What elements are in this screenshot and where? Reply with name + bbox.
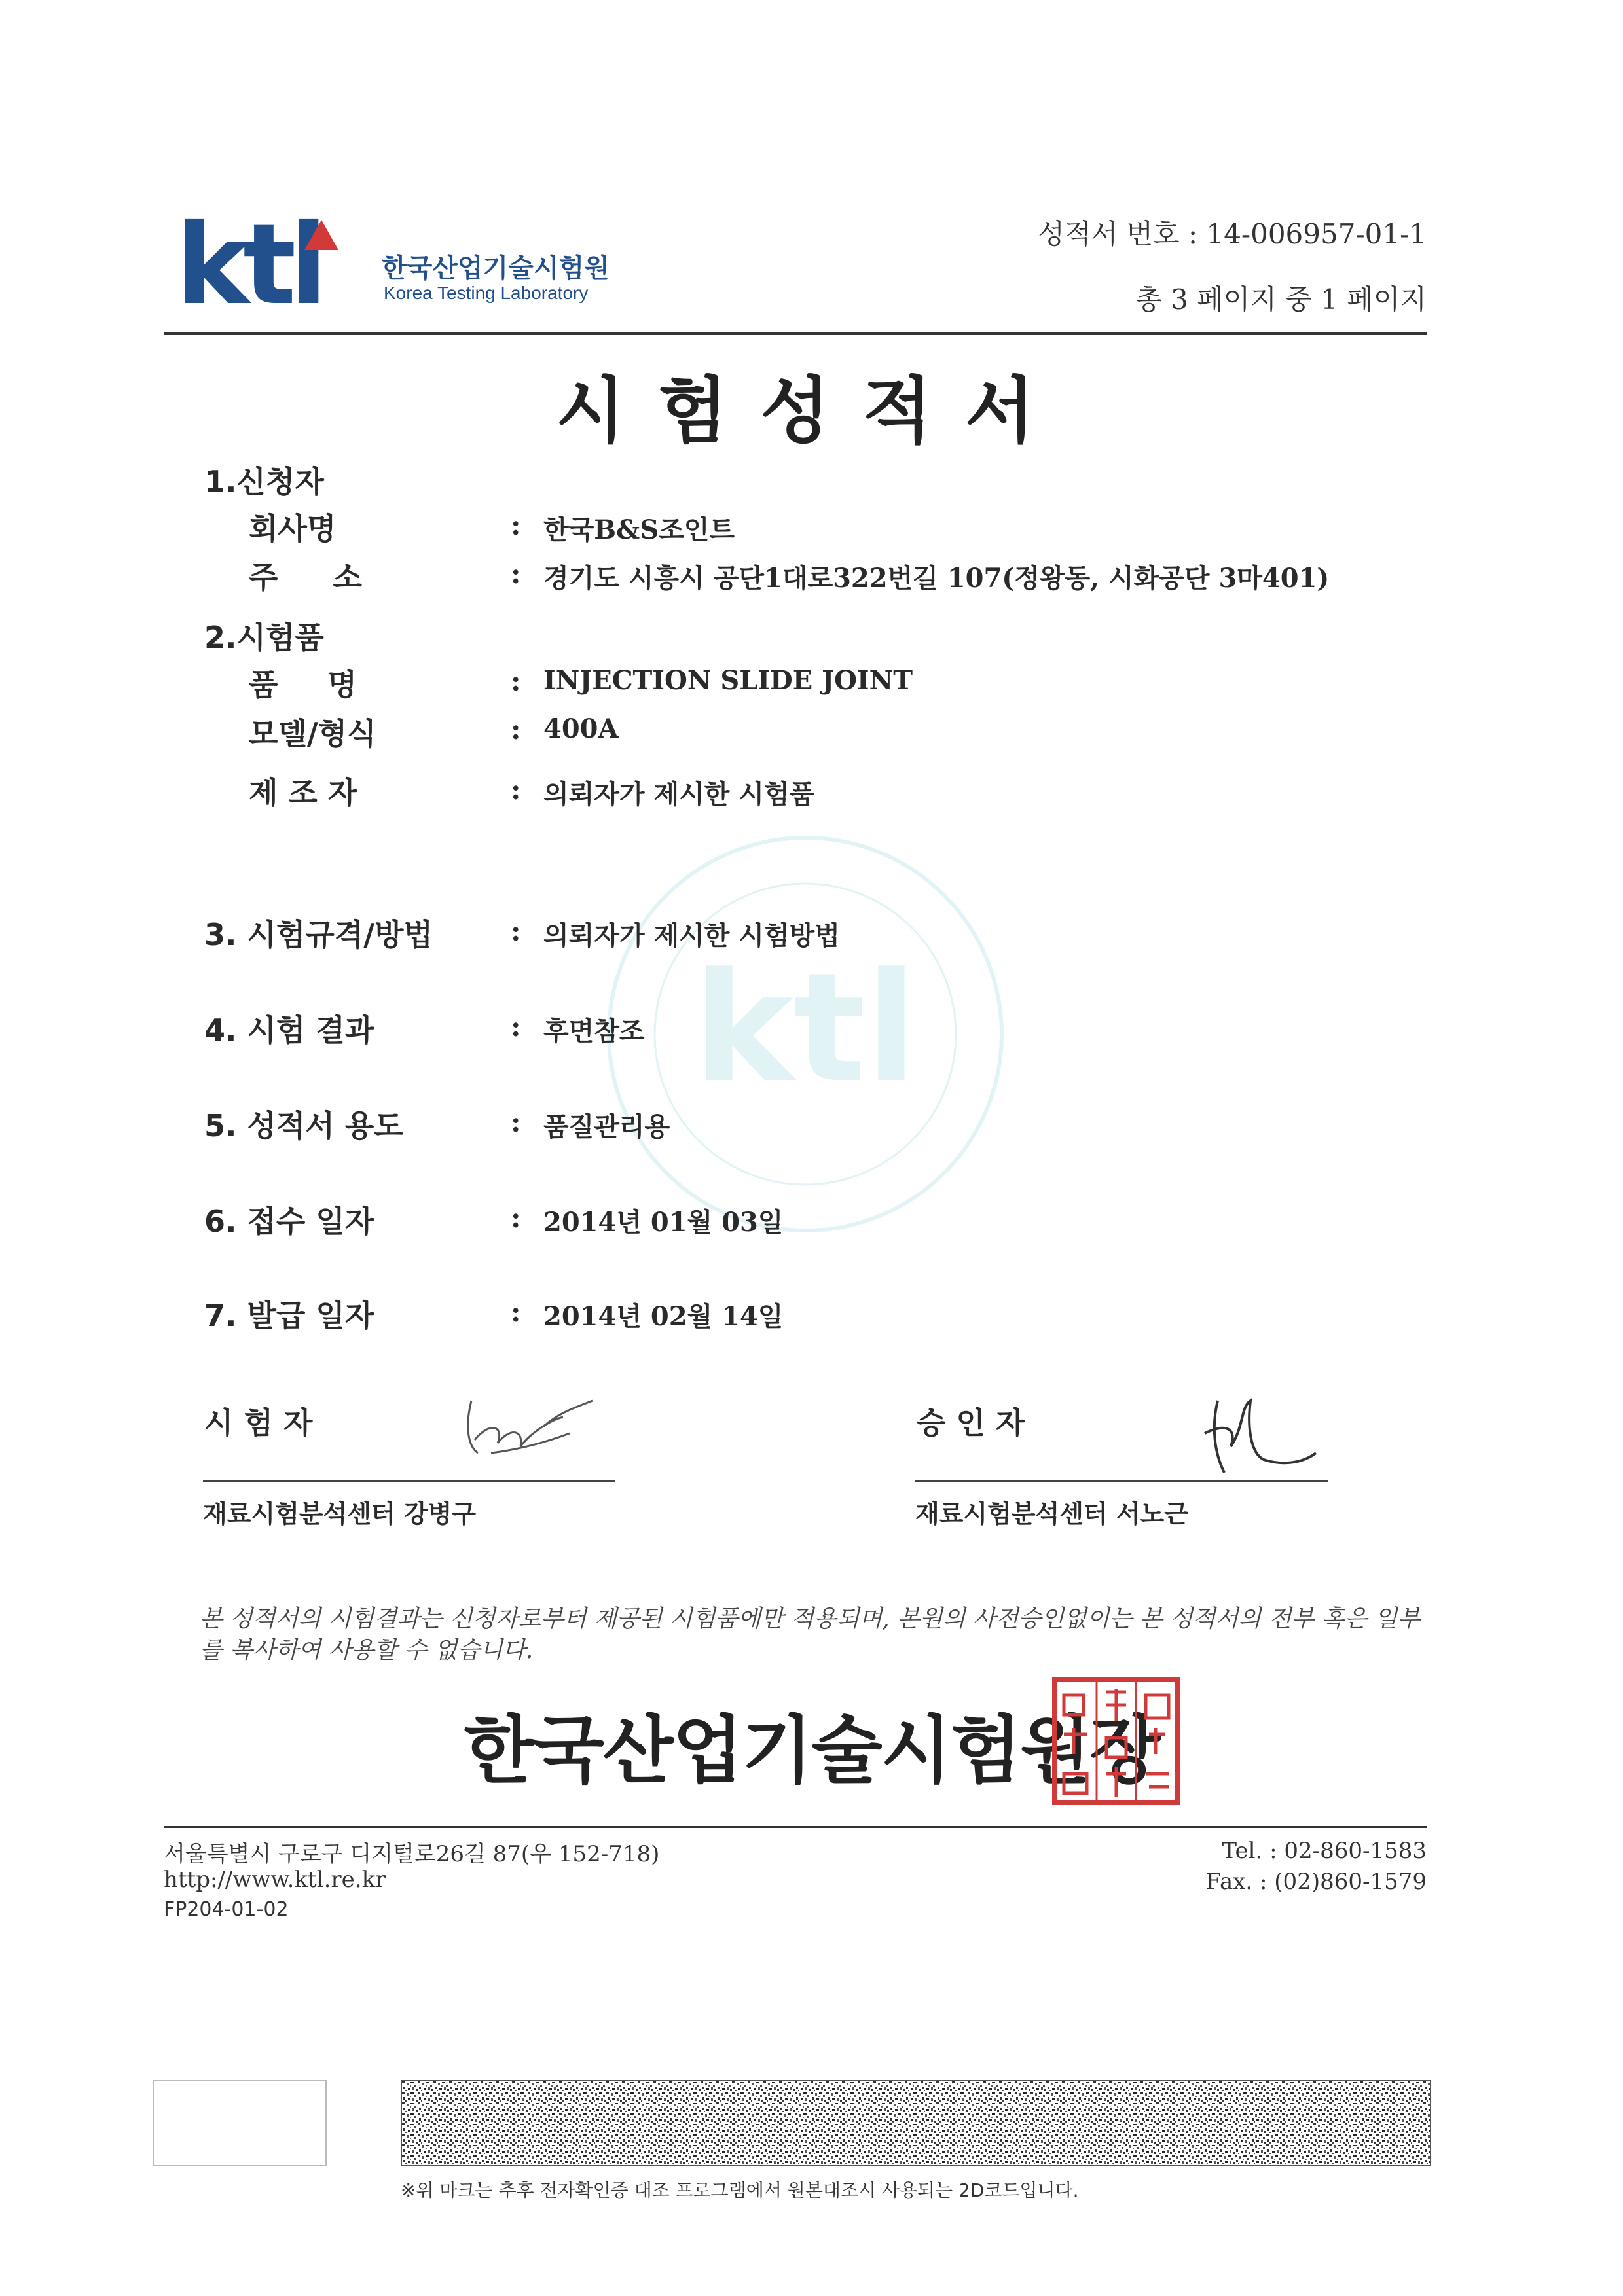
colon: : (511, 774, 521, 806)
logo-mark: ktl (175, 200, 321, 330)
section-item-heading: 2.시험품 (204, 620, 324, 655)
page-info: 총 3 페이지 중 1 페이지 (1135, 283, 1427, 315)
document-title: 시험성적서 (555, 369, 1068, 453)
colon: : (511, 665, 521, 697)
footer-website[interactable]: http://www.ktl.re.kr (164, 1867, 386, 1893)
colon: : (511, 1202, 521, 1234)
issued-date-value: 2014년 02월 14일 (543, 1301, 784, 1332)
section-purpose-heading: 5. 성적서 용도 (204, 1108, 403, 1143)
footer-address: 서울특별시 구로구 디지털로26길 87(우 152-718) (164, 1841, 660, 1867)
ktl-logo (175, 200, 647, 330)
tester-signature-icon (452, 1381, 602, 1473)
approver-signature-line (915, 1480, 1328, 1482)
header-divider (164, 332, 1427, 335)
approver-signature-icon (1192, 1388, 1322, 1486)
section-received-heading: 6. 접수 일자 (204, 1204, 374, 1239)
colon: : (511, 558, 521, 590)
section-issued-heading: 7. 발급 일자 (204, 1298, 374, 1333)
colon: : (511, 1011, 521, 1043)
org-name-english: Korea Testing Laboratory (384, 283, 589, 303)
approver-label: 승 인 자 (917, 1405, 1025, 1441)
model-label: 모델/형식 (249, 716, 376, 751)
item-name-label: 품 명 (249, 667, 376, 702)
tester-name: 재료시험분석센터 강병구 (203, 1499, 477, 1528)
tester-label: 시 험 자 (204, 1405, 313, 1441)
section-standard-heading: 3. 시험규격/방법 (204, 917, 433, 952)
form-code: FP204-01-02 (164, 1898, 289, 1921)
issuer-name: 한국산업기술시험원장 (464, 1708, 1159, 1793)
model-value: 400A (543, 713, 619, 744)
address-label: 주 소 (249, 560, 384, 595)
footer-fax: Fax. : (02)860-1579 (1205, 1869, 1427, 1895)
standard-value: 의뢰자가 제시한 시험방법 (543, 920, 840, 951)
address-value: 경기도 시흥시 공단1대로322번길 107(정왕동, 시화공단 3마401) (543, 563, 1330, 594)
ktl-watermark-icon (576, 805, 1034, 1263)
colon: : (511, 1106, 521, 1138)
maker-label: 제 조 자 (249, 775, 357, 810)
maker-value: 의뢰자가 제시한 시험품 (543, 779, 815, 810)
barcode-note: ※위 마크는 추후 전자확인증 대조 프로그램에서 원본대조시 사용되는 2D코드입니다. (401, 2179, 1079, 2201)
copy-notice: 본 성적서의 시험결과는 신청자로부터 제공된 시험품에만 적용되며, 본원의 사전승인없이는 본 성적서의 전부 혹은 일부를 복사하여 사용할 수 없습니다. (200, 1605, 1421, 1664)
official-seal-icon (1051, 1676, 1182, 1806)
org-name-korean: 한국산업기술시험원 (382, 253, 610, 283)
section-applicant-heading: 1.신청자 (204, 464, 324, 499)
purpose-value: 품질관리용 (543, 1111, 670, 1142)
colon: : (511, 509, 521, 541)
footer-divider (164, 1826, 1427, 1828)
footer-tel: Tel. : 02-860-1583 (1222, 1838, 1427, 1864)
colon: : (511, 713, 521, 745)
tester-signature-line (203, 1480, 615, 1482)
company-value: 한국B&S조인트 (543, 514, 735, 545)
logo-triangle-icon (304, 220, 338, 250)
2d-barcode-icon (401, 2080, 1431, 2166)
company-label: 회사명 (249, 511, 337, 547)
item-name-value: INJECTION SLIDE JOINT (543, 665, 913, 696)
result-value: 후면참조 (543, 1016, 645, 1047)
colon: : (511, 1296, 521, 1328)
section-result-heading: 4. 시험 결과 (204, 1013, 374, 1048)
svg-text:ktl: ktl (693, 941, 917, 1116)
certificate-number: 성적서 번호 : 14-006957-01-1 (1038, 218, 1427, 250)
colon: : (511, 915, 521, 947)
approver-name: 재료시험분석센터 서노근 (915, 1499, 1189, 1528)
received-date-value: 2014년 01월 03일 (543, 1207, 784, 1238)
empty-stamp-box (153, 2080, 327, 2166)
